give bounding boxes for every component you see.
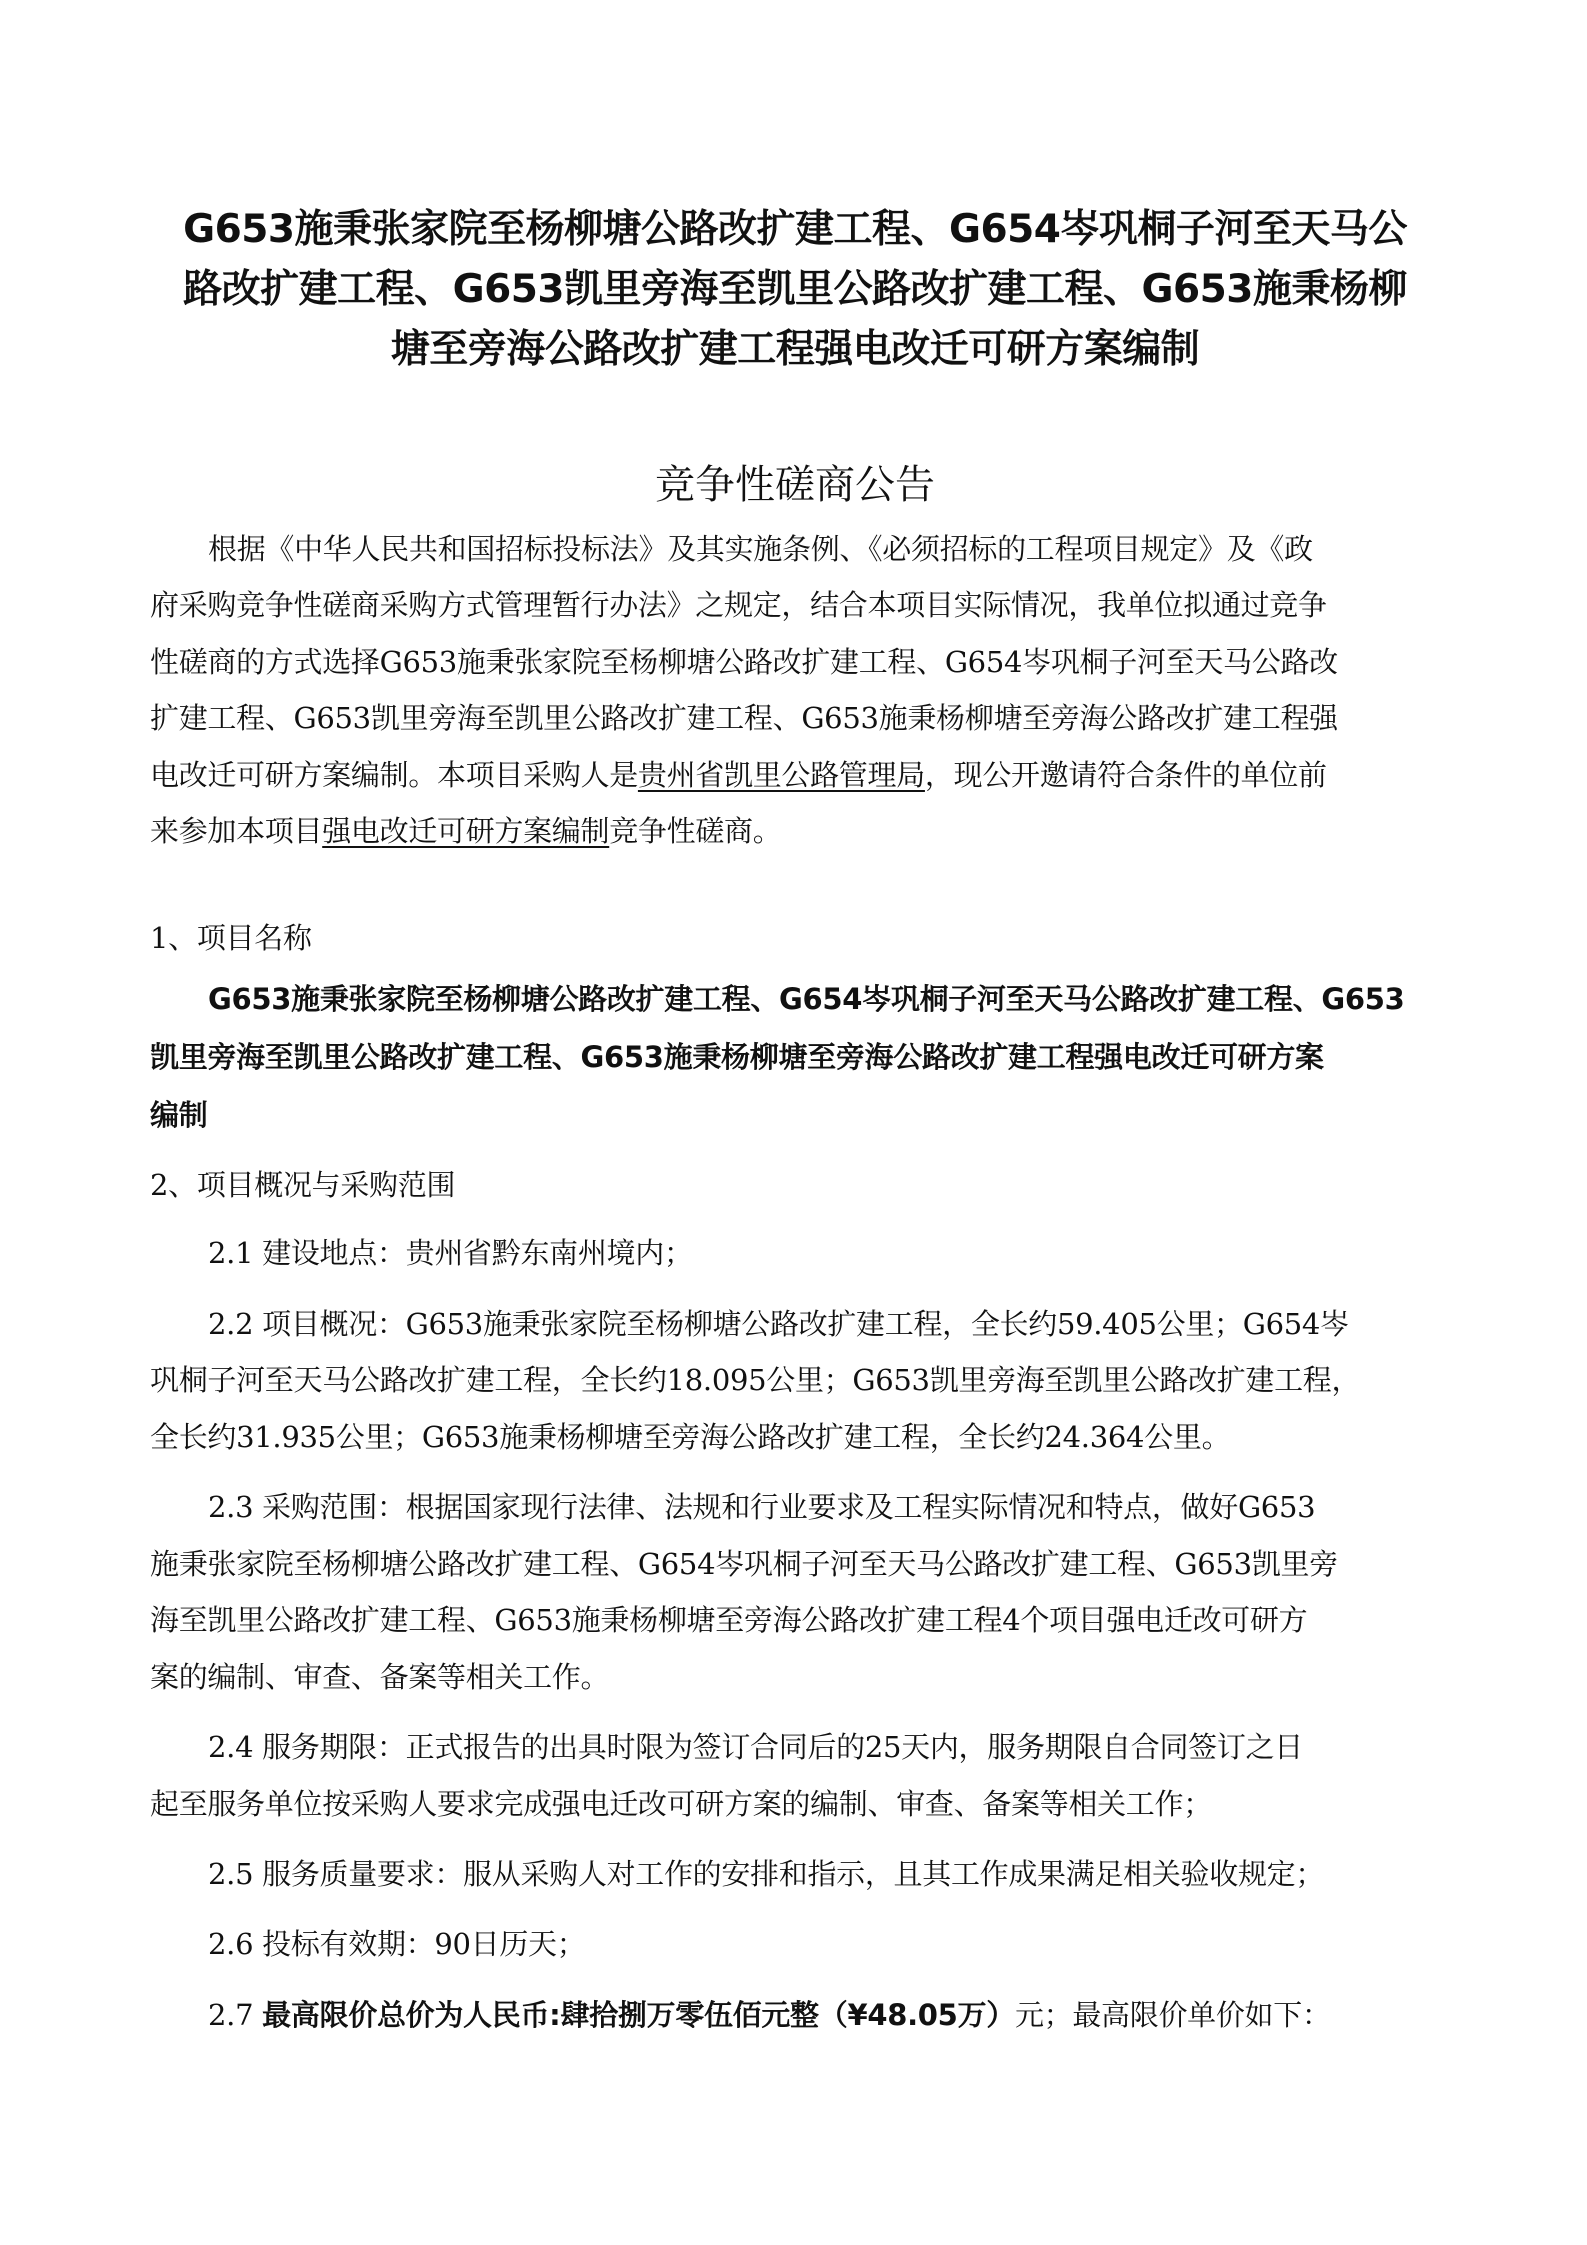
intro-text: 来参加本项目 — [150, 814, 323, 848]
paragraph-line: 巩桐子河至天马公路改扩建工程，全长约18.095公里；G653凯里旁海至凯里公路改扩建工程， — [150, 1363, 1361, 1397]
price-limit-line — [208, 1994, 1331, 2036]
title-line: 路改扩建工程、G653凯里旁海至凯里公路改扩建工程、G653施秉杨柳 — [183, 267, 1407, 312]
intro-text: ，现公开邀请符合条件的单位前 — [924, 758, 1327, 792]
project-name-line: G653施秉张家院至杨柳塘公路改扩建工程、G654岑巩桐子河至天马公路改扩建工程、G653 — [208, 982, 1405, 1016]
project-name-line: 编制 — [150, 1098, 208, 1132]
paragraph-line: 全长约31.935公里；G653施秉杨柳塘至旁海公路改扩建工程，全长约24.364公里。 — [150, 1420, 1231, 1454]
paragraph-line: 2.2 项目概况：G653施秉张家院至杨柳塘公路改扩建工程，全长约59.405公里；G654岑 — [208, 1307, 1349, 1341]
intro-text: 竞争性磋商。 — [609, 814, 782, 848]
document-subtitle: 竞争性磋商公告 — [655, 462, 935, 508]
purchaser-name: 贵州省凯里公路管理局 — [637, 758, 925, 792]
paragraph-text: 元；最高限价单价如下： — [1014, 1998, 1331, 2032]
paragraph-line: 2.6 投标有效期：90日历天； — [208, 1927, 586, 1961]
intro-line: 性磋商的方式选择G653施秉张家院至杨柳塘公路改扩建工程、G654岑巩桐子河至天马公路改 — [150, 645, 1338, 679]
paragraph-line: 案的编制、审查、备案等相关工作。 — [150, 1660, 610, 1694]
intro-line — [150, 754, 1327, 796]
document-title — [150, 200, 1440, 380]
price-limit-total: 最高限价总价为人民币:肆拾捌万零伍佰元整（¥48.05万） — [262, 1998, 1015, 2032]
section-heading: 2、项目概况与采购范围 — [150, 1168, 456, 1202]
paragraph-line: 施秉张家院至杨柳塘公路改扩建工程、G654岑巩桐子河至天马公路改扩建工程、G653凯里旁 — [150, 1547, 1338, 1581]
intro-line: 扩建工程、G653凯里旁海至凯里公路改扩建工程、G653施秉杨柳塘至旁海公路改扩建工程强 — [150, 701, 1338, 735]
section-heading: 1、项目名称 — [150, 921, 312, 955]
paragraph-line: 海至凯里公路改扩建工程、G653施秉杨柳塘至旁海公路改扩建工程4个项目强电迁改可研方 — [150, 1603, 1308, 1637]
paragraph-line: 2.3 采购范围：根据国家现行法律、法规和行业要求及工程实际情况和特点，做好G653 — [208, 1490, 1316, 1524]
title-line: G653施秉张家院至杨柳塘公路改扩建工程、G654岑巩桐子河至天马公 — [183, 207, 1407, 252]
paragraph-line: 2.5 服务质量要求：服从采购人对工作的安排和指示，且其工作成果满足相关验收规定； — [208, 1857, 1325, 1891]
title-line: 塘至旁海公路改扩建工程强电改迁可研方案编制 — [390, 327, 1200, 372]
intro-text: 电改迁可研方案编制。本项目采购人是 — [150, 758, 638, 792]
project-name-line: 凯里旁海至凯里公路改扩建工程、G653施秉杨柳塘至旁海公路改扩建工程强电改迁可研方案 — [150, 1040, 1324, 1074]
intro-line: 根据《中华人民共和国招标投标法》及其实施条例、《必须招标的工程项目规定》及《政 — [208, 532, 1313, 566]
paragraph-line: 起至服务单位按采购人要求完成强电迁改可研方案的编制、审查、备案等相关工作； — [150, 1787, 1212, 1821]
paragraph-line: 2.1 建设地点：贵州省黔东南州境内； — [208, 1236, 693, 1270]
paragraph-number: 2.7 — [208, 1998, 263, 2032]
procurement-scope: 强电改迁可研方案编制 — [322, 814, 610, 848]
intro-line: 府采购竞争性磋商采购方式管理暂行办法》之规定，结合本项目实际情况，我单位拟通过竞争 — [150, 588, 1327, 622]
paragraph-line: 2.4 服务期限：正式报告的出具时限为签订合同后的25天内，服务期限自合同签订之日 — [208, 1730, 1303, 1764]
intro-line — [150, 810, 781, 852]
